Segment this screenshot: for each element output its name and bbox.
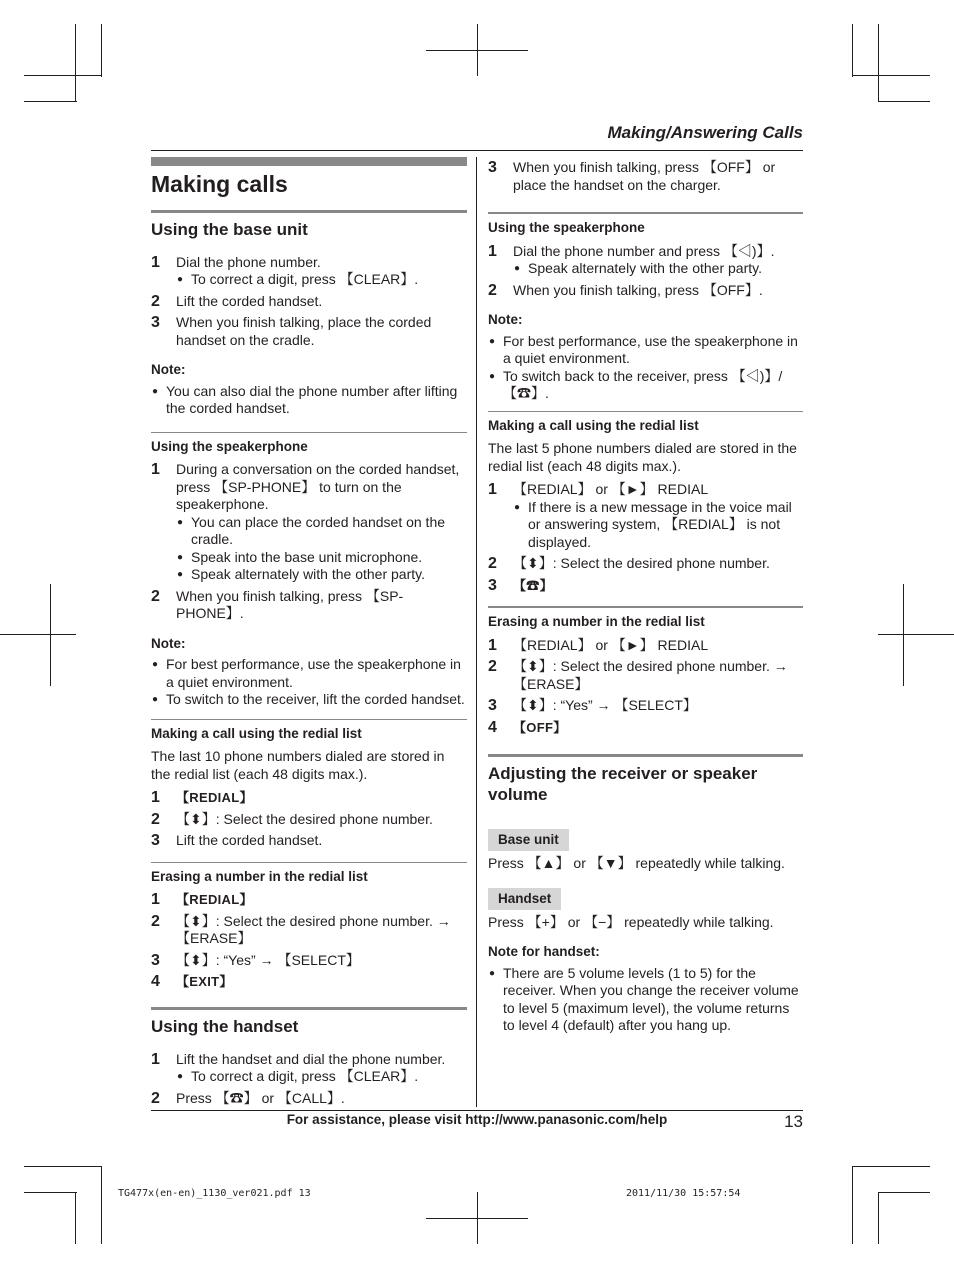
step: 3 When you finish talking, place the corded handset on the cradle. <box>151 314 432 348</box>
note-heading: Note for handset: <box>488 944 600 959</box>
right-column <box>488 157 803 1035</box>
subsection-redial <box>488 411 803 607</box>
section-volume <box>488 754 803 1035</box>
header-rule <box>151 150 803 151</box>
step: 2 When you finish talking, press 【SP-PHONE】. <box>151 587 404 621</box>
subsection-redial <box>151 719 467 862</box>
step: 2 【⬍】: Select the desired phone number. <box>151 810 433 828</box>
note-item: ● For best performance, use the speakerphone in a quiet environment. <box>151 656 467 691</box>
base-unit-tag: Base unit <box>488 829 569 851</box>
step: 3 【☎】 <box>488 576 553 594</box>
step: 3 Lift the corded handset. <box>151 832 323 849</box>
subsection-speakerphone <box>151 432 467 719</box>
step: 2 【⬍】: Select the desired phone number. → 【ERASE】 <box>488 658 788 692</box>
note-heading: Note: <box>151 362 186 377</box>
step: 1 【REDIAL】 or 【►】 REDIAL <box>488 636 709 654</box>
print-timestamp: 2011/11/30 15:57:54 <box>626 1188 741 1199</box>
subsection-heading: Using the speakerphone <box>488 220 645 235</box>
step: 1 【REDIAL】 <box>151 789 253 806</box>
step: 1 【REDIAL】 or 【►】 REDIAL ● If there is a new message in the voice mail or answering system, 【REDIAL】 is not displayed. <box>488 481 803 551</box>
subsection-heading: Erasing a number in the redial list <box>488 614 705 629</box>
note-heading: Note: <box>151 635 186 651</box>
step: 1 Dial the phone number and press 【◁)】. ● Speak alternately with the other party. <box>488 243 803 278</box>
step: 2 Lift the corded handset. <box>151 292 323 310</box>
step: 4 【OFF】 <box>488 718 567 736</box>
paragraph: The last 5 phone numbers dialed are stored in the redial list (each 48 digits max.). <box>488 440 797 474</box>
step: 2 When you finish talking, press 【OFF】. <box>488 281 763 299</box>
section-heading: Using the base unit <box>151 219 308 239</box>
step: 1 Dial the phone number. ● To correct a digit, press 【CLEAR】. <box>151 254 467 289</box>
footer-help: For assistance, please visit http://www.panasonic.com/help <box>286 1112 668 1127</box>
step: 4 【EXIT】 <box>151 973 233 990</box>
print-file-info: TG477x(en-en)_1130_ver021.pdf 13 <box>118 1188 311 1199</box>
page-title: Making calls <box>151 171 288 197</box>
note-heading: Note: <box>488 312 523 327</box>
footer-rule <box>151 1110 803 1111</box>
step: 2 【⬍】: Select the desired phone number. → 【ERASE】 <box>151 912 451 946</box>
subsection-speakerphone <box>488 212 803 411</box>
step: 3 When you finish talking, press 【OFF】 or place the handset on the charger. <box>488 159 776 193</box>
page-number: 13 <box>784 1112 803 1131</box>
section-base-unit <box>151 210 467 432</box>
step: 3 【⬍】: “Yes” → 【SELECT】 <box>151 951 360 969</box>
section-handset <box>151 1007 467 1108</box>
step: 1 Lift the handset and dial the phone number. ● To correct a digit, press 【CLEAR】. <box>151 1051 467 1086</box>
step: 3 【⬍】: “Yes” → 【SELECT】 <box>488 697 697 714</box>
note-item: ● There are 5 volume levels (1 to 5) for the receiver. When you change the receiver volume to level 5 (maximum level), the volume returns to level 4 (default) after you hang up. <box>488 965 803 1035</box>
subsection-heading: Making a call using the redial list <box>151 725 362 741</box>
note-item: ● To switch to the receiver, lift the corded handset. <box>151 691 467 709</box>
paragraph: Press 【▲】 or 【▼】 repeatedly while talking. <box>488 854 785 871</box>
note-item: ● To switch back to the receiver, press 【◁)】/【☎】. <box>488 368 803 403</box>
paragraph: The last 10 phone numbers dialed are stored in the redial list (each 48 digits max.). <box>151 748 445 782</box>
left-column <box>151 157 467 1111</box>
note-item: ● You can also dial the phone number after lifting the corded handset. <box>151 383 467 418</box>
step: 2 Press 【☎】 or 【CALL】. <box>151 1089 345 1107</box>
title-bar <box>151 157 467 166</box>
section-heading: Adjusting the receiver or speaker volume <box>488 764 758 804</box>
column-divider <box>476 157 477 1107</box>
subsection-heading: Making a call using the redial list <box>488 417 699 433</box>
subsection-erase <box>151 862 467 1007</box>
paragraph: Press 【+】 or 【−】 repeatedly while talking. <box>488 913 774 930</box>
subsection-heading: Erasing a number in the redial list <box>151 868 368 884</box>
note-item: ● For best performance, use the speakerphone in a quiet environment. <box>488 333 803 368</box>
step: 1 During a conversation on the corded handset, press 【SP-PHONE】 to turn on the speakerphone. ● You can place the corded handset on the cradle. ● Speak into the base unit microphone. ● Speak alternately with the other party. <box>151 461 467 584</box>
section-heading: Using the handset <box>151 1016 299 1036</box>
subsection-heading: Using the speakerphone <box>151 438 308 454</box>
step: 2 【⬍】: Select the desired phone number. <box>488 555 770 572</box>
handset-tag: Handset <box>488 888 561 910</box>
subsection-erase <box>488 606 803 754</box>
step: 1 【REDIAL】 <box>151 891 253 908</box>
page-header-title: Making/Answering Calls <box>607 123 803 142</box>
